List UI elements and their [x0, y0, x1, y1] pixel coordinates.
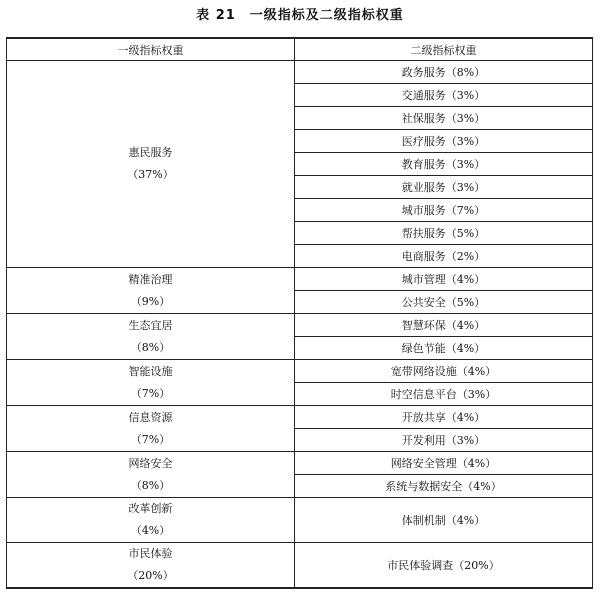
table-caption: [0, 4, 600, 23]
secondary-cell: 电商服务（2%）: [295, 245, 593, 268]
primary-cell: [7, 314, 295, 360]
primary-weight: （7%）: [130, 386, 171, 400]
primary-cell: [7, 268, 295, 314]
primary-weight: （20%）: [127, 569, 174, 582]
primary-name: 精准治理: [128, 272, 173, 286]
secondary-cell: 系统与数据安全（4%）: [295, 475, 593, 498]
primary-weight: （8%）: [130, 340, 171, 354]
table-row: [7, 268, 593, 291]
primary-weight: （9%）: [130, 294, 171, 308]
primary-cell: [7, 406, 295, 452]
secondary-cell: 时空信息平台（3%）: [295, 383, 593, 406]
table-row: [7, 314, 593, 337]
primary-cell: [7, 498, 295, 543]
primary-name: 智能设施: [128, 364, 173, 378]
secondary-cell: 市民体验调查（20%）: [295, 543, 593, 589]
secondary-cell: 城市服务（7%）: [295, 199, 593, 222]
primary-weight: （7%）: [130, 432, 171, 446]
primary-name: 信息资源: [128, 410, 173, 424]
primary-cell: [7, 61, 295, 268]
secondary-cell: 智慧环保（4%）: [295, 314, 593, 337]
secondary-cell: 开发利用（3%）: [295, 429, 593, 452]
secondary-cell: 城市管理（4%）: [295, 268, 593, 291]
header-row: [7, 38, 593, 61]
table-title: 一级指标及二级指标权重: [249, 8, 404, 23]
table-number: 表 21: [196, 8, 236, 23]
secondary-cell: 政务服务（8%）: [295, 61, 593, 84]
primary-name: 网络安全: [128, 456, 173, 470]
table-row: [7, 61, 593, 84]
weights-table: [6, 37, 593, 589]
primary-name: 市民体验: [128, 547, 173, 560]
secondary-cell: 交通服务（3%）: [295, 84, 593, 107]
primary-name: 惠民服务: [128, 146, 173, 159]
primary-name: 生态宜居: [128, 318, 173, 332]
primary-cell: [7, 543, 295, 589]
table-row: [7, 360, 593, 383]
header-primary: 一级指标权重: [7, 38, 295, 61]
secondary-cell: 医疗服务（3%）: [295, 130, 593, 153]
secondary-cell: 帮扶服务（5%）: [295, 222, 593, 245]
table-row: [7, 406, 593, 429]
table-row: [7, 452, 593, 475]
primary-weight: （37%）: [127, 168, 174, 181]
table-row: [7, 498, 593, 543]
secondary-cell: 开放共享（4%）: [295, 406, 593, 429]
secondary-cell: 宽带网络设施（4%）: [295, 360, 593, 383]
primary-name: 改革创新: [128, 502, 173, 515]
header-secondary: 二级指标权重: [295, 38, 593, 61]
secondary-cell: 就业服务（3%）: [295, 176, 593, 199]
secondary-cell: 网络安全管理（4%）: [295, 452, 593, 475]
secondary-cell: 体制机制（4%）: [295, 498, 593, 543]
primary-cell: [7, 452, 295, 498]
primary-cell: [7, 360, 295, 406]
secondary-cell: 绿色节能（4%）: [295, 337, 593, 360]
secondary-cell: 教育服务（3%）: [295, 153, 593, 176]
primary-weight: （8%）: [130, 478, 171, 492]
primary-weight: （4%）: [130, 524, 171, 537]
table-row: [7, 543, 593, 589]
secondary-cell: 社保服务（3%）: [295, 107, 593, 130]
secondary-cell: 公共安全（5%）: [295, 291, 593, 314]
